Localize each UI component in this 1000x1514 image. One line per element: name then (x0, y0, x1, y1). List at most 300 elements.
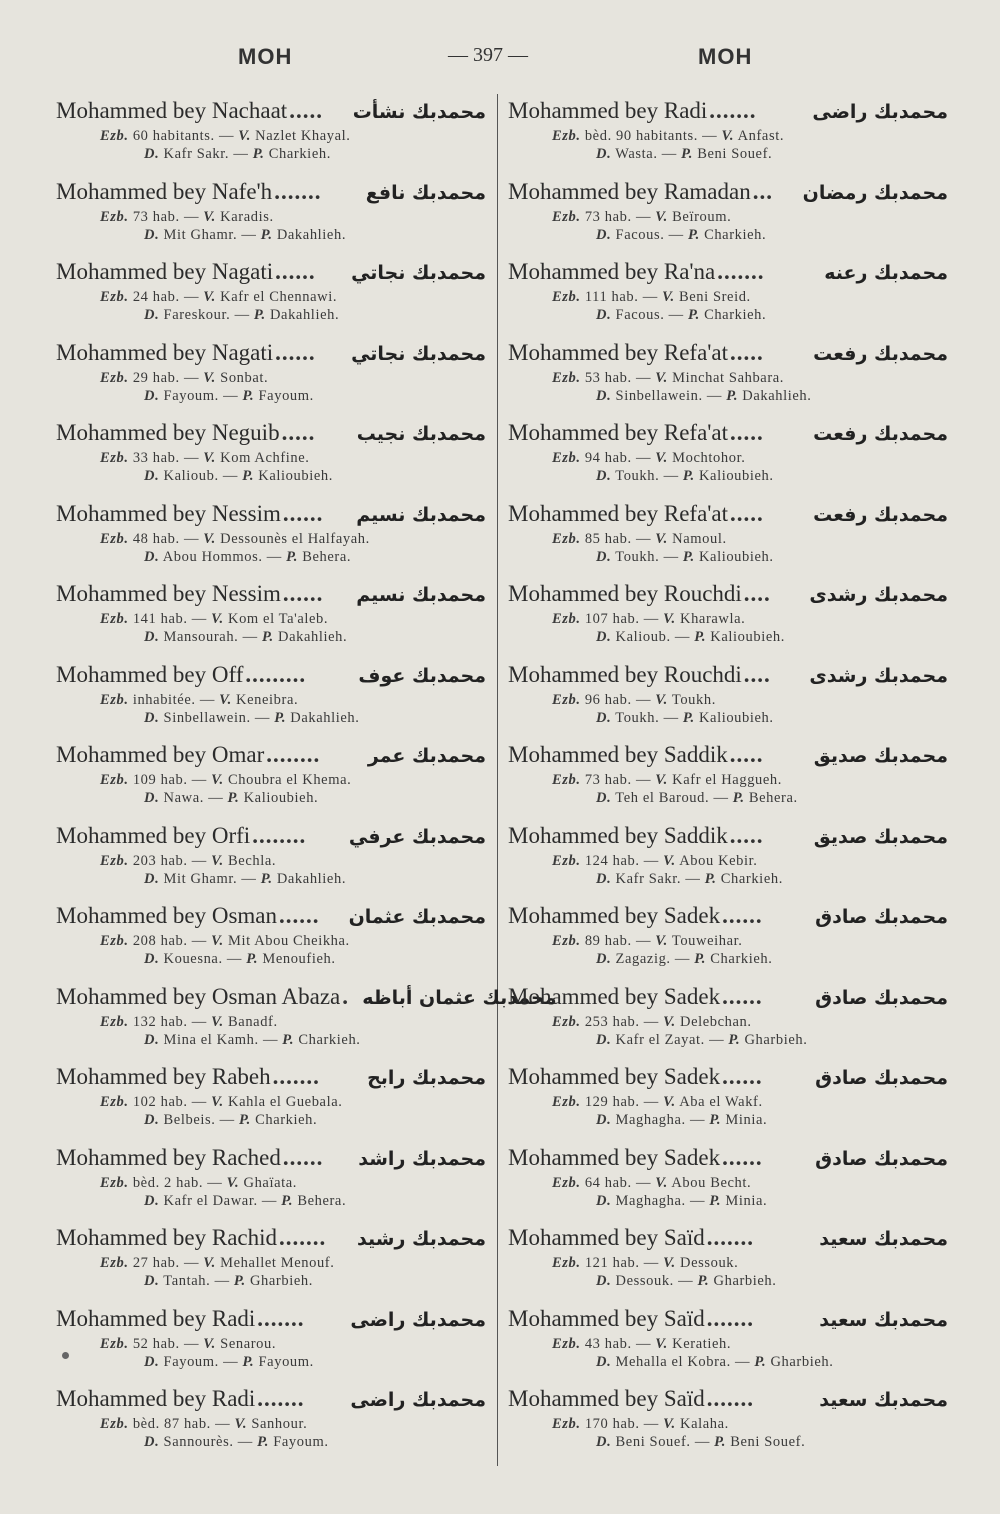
ezb-value: 109 hab. (132, 772, 188, 788)
entry-detail-line-2 (508, 950, 948, 968)
village-label: V. (655, 1335, 668, 1352)
separator: — (681, 870, 705, 887)
entry-detail-line-2 (56, 709, 486, 727)
ezb-label: Ezb. (100, 1094, 129, 1110)
entry-name: Mohammed bey Rached (56, 1144, 281, 1170)
leader-dots: ...... (275, 259, 316, 284)
province-label: P. (239, 1112, 251, 1128)
district-value: Maghagha. (615, 1192, 686, 1209)
village-value: Choubra el Khema. (228, 772, 352, 788)
village-value: Keratieh. (672, 1335, 732, 1352)
leader-dots: ..... (730, 339, 764, 365)
entry-detail-line-1 (56, 127, 486, 145)
entry-detail-line-2 (508, 789, 948, 807)
district-value: Mehalla el Kobra. (615, 1353, 731, 1370)
village-value: Abou Becht. (671, 1174, 752, 1191)
district-value: Kafr Sakr. (615, 870, 682, 887)
entry-arabic-name: محمدبك راضى (812, 101, 948, 123)
village-value: Mochtohor. (672, 450, 746, 466)
directory-entry (508, 658, 948, 739)
village-value: Minchat Sahbara. (672, 369, 785, 386)
district-label: D. (596, 1434, 612, 1450)
entry-name: Mohammed bey Omar (56, 742, 265, 767)
directory-entry (56, 1141, 486, 1222)
district-label: D. (144, 146, 160, 162)
province-value: Charkieh. (720, 870, 783, 887)
ezb-value: 52 hab. (132, 1335, 180, 1352)
entry-detail-line-1 (508, 208, 948, 226)
leader-dots: ...... (722, 1144, 763, 1170)
province-value: Kalioubieh. (698, 468, 774, 484)
directory-entry (56, 899, 486, 980)
entry-arabic-name: محمدبك نسيم (356, 503, 486, 526)
entry-name: Mohammed bey Ra'na (508, 259, 716, 284)
district-label: D. (596, 548, 612, 565)
district-label: D. (144, 870, 160, 887)
ezb-label: Ezb. (552, 772, 581, 788)
entry-detail-line-2 (56, 467, 486, 485)
entry-name: Mohammed bey Ramadan (508, 178, 751, 204)
directory-entry (508, 336, 948, 417)
province-label: P. (697, 1273, 710, 1289)
entry-name: Mohammed bey Osman Abaza (56, 983, 341, 1009)
leader-dots: .... (743, 581, 771, 606)
leader-dots: ....... (709, 98, 757, 123)
village-label: V. (203, 1255, 216, 1271)
leader-dots: ....... (272, 1064, 320, 1089)
village-value: Beïroum. (672, 208, 732, 225)
directory-entry (508, 1382, 948, 1463)
entry-detail-line-2 (56, 628, 486, 646)
village-value: Anfast. (737, 128, 785, 144)
directory-entry (508, 738, 948, 819)
entry-name: Mohammed bey Saïd (508, 1305, 705, 1331)
district-label: D. (596, 226, 612, 243)
ezb-label: Ezb. (552, 128, 581, 144)
separator: — (230, 307, 254, 323)
entry-detail-line-2 (56, 387, 486, 405)
separator: — (218, 387, 243, 404)
province-label: P. (242, 387, 255, 404)
village-label: V. (655, 772, 668, 788)
entry-detail-line-2 (508, 226, 948, 244)
ezb-value: 29 hab. (132, 369, 180, 386)
separator: — (179, 1255, 204, 1271)
entry-heading (508, 418, 948, 449)
village-value: Ghaïata. (243, 1174, 298, 1191)
village-label: V. (203, 530, 216, 547)
district-label: D. (144, 951, 160, 967)
entry-detail-line-1 (56, 369, 486, 387)
entry-detail-line-1 (56, 449, 486, 467)
province-label: P. (261, 629, 274, 645)
province-label: P. (682, 709, 695, 726)
province-label: P. (726, 387, 739, 404)
ezb-label: Ezb. (100, 933, 129, 949)
village-label: V. (663, 611, 676, 627)
district-label: D. (596, 1031, 612, 1048)
district-value: Kouesna. (163, 951, 223, 967)
entry-heading (508, 96, 948, 127)
directory-entry (508, 1141, 948, 1222)
province-label: P. (681, 146, 693, 162)
separator: — (187, 852, 212, 869)
village-label: V. (211, 1013, 224, 1030)
entry-detail-line-2 (508, 548, 948, 566)
leader-dots: ....... (279, 1225, 327, 1250)
province-value: Charkieh. (255, 1112, 318, 1128)
province-value: Kalioubieh. (258, 468, 333, 484)
entry-name: Mohammed bey Nagati (56, 259, 274, 284)
entry-detail-line-2 (56, 306, 486, 324)
entry-detail-line-1 (56, 771, 486, 789)
village-label: V. (211, 1094, 224, 1110)
ezb-label: Ezb. (100, 1416, 129, 1432)
ezb-label: Ezb. (100, 208, 129, 225)
separator: — (659, 548, 683, 565)
ezb-label: Ezb. (552, 1013, 581, 1030)
district-label: D. (144, 387, 160, 404)
directory-entry (56, 980, 557, 1061)
village-value: Toukh. (671, 691, 716, 708)
province-label: P. (257, 1434, 269, 1450)
separator: — (262, 548, 287, 565)
province-value: Dakahlieh. (290, 709, 360, 726)
district-label: D. (144, 1031, 160, 1048)
entry-name: Mohammed bey Saddik (508, 742, 728, 767)
entry-arabic-name: محمدبك رفعت (813, 423, 948, 445)
separator: — (631, 772, 656, 788)
entry-arabic-name: محمدبك صديق (813, 745, 948, 767)
separator: — (179, 369, 204, 386)
province-label: P. (688, 307, 700, 323)
village-value: Sonbat. (220, 369, 269, 386)
province-value: Charkieh. (704, 226, 767, 243)
directory-entry (56, 175, 486, 256)
province-value: Behera. (302, 548, 352, 565)
separator: — (639, 1255, 664, 1271)
separator: — (250, 709, 275, 726)
separator: — (258, 1031, 283, 1048)
directory-entry (508, 1221, 948, 1302)
village-label: V. (203, 1335, 216, 1352)
district-label: D. (144, 307, 160, 323)
province-label: P. (714, 1434, 726, 1450)
entry-name: Mohammed bey Radi (56, 1386, 256, 1411)
entry-arabic-name: محمدبك رعنه (824, 262, 948, 284)
entry-name: Mohammed bey Sadek (508, 903, 721, 928)
entry-arabic-name: محمدبك صادق (815, 1147, 948, 1170)
ezb-value: 141 hab. (132, 611, 188, 627)
district-value: Tantah. (163, 1273, 211, 1289)
entry-arabic-name: محمدبك رابح (367, 1067, 486, 1089)
ezb-value: bèd. 2 hab. (132, 1174, 204, 1191)
entry-detail-line-1 (508, 369, 948, 387)
ezb-value: 89 hab. (584, 933, 632, 949)
entry-name: Mohammed bey Off (56, 661, 244, 687)
entry-detail-line-2 (56, 1192, 486, 1210)
ezb-label: Ezb. (552, 530, 581, 547)
entry-detail-line-1 (56, 530, 486, 548)
leader-dots: ....... (274, 178, 322, 204)
separator: — (631, 450, 656, 466)
entry-detail-line-2 (508, 306, 948, 324)
entry-detail-line-2 (508, 1192, 948, 1210)
leader-dots: ..... (729, 822, 764, 848)
entry-arabic-name: محمدبك سعيد (819, 1228, 948, 1250)
ezb-value: 253 hab. (584, 1013, 640, 1030)
directory-entry (56, 658, 486, 739)
separator: — (218, 1353, 243, 1370)
separator: — (631, 933, 656, 949)
separator: — (631, 1174, 656, 1191)
ezb-label: Ezb. (100, 450, 129, 466)
province-value: Fayoum. (258, 387, 314, 404)
district-value: Kafr Sakr. (163, 146, 230, 162)
entry-arabic-name: محمدبك صديق (813, 825, 948, 848)
village-label: V. (663, 1416, 676, 1432)
village-value: Kom el Ta'aleb. (228, 611, 329, 627)
separator: — (218, 468, 243, 484)
province-label: P. (242, 468, 255, 484)
entry-arabic-name: محمدبك رمضان (802, 181, 948, 204)
entry-arabic-name: محمدبك عرفي (348, 825, 486, 848)
district-label: D. (144, 1434, 160, 1450)
entry-heading (56, 499, 486, 530)
directory-entry (56, 1302, 486, 1383)
leader-dots: ...... (722, 983, 763, 1009)
entry-detail-line-1 (508, 1174, 948, 1192)
entry-detail-line-1 (508, 771, 948, 789)
separator: — (697, 128, 722, 144)
entry-detail-line-2 (56, 1433, 486, 1451)
district-label: D. (596, 790, 612, 806)
separator: — (195, 691, 220, 708)
separator: — (670, 951, 695, 967)
entry-detail-line-1 (56, 1415, 486, 1433)
separator: — (638, 289, 663, 305)
ezb-label: Ezb. (100, 1013, 129, 1030)
directory-entry (508, 416, 948, 497)
district-value: Maghagha. (615, 1112, 686, 1128)
entry-name: Mohammed bey Nessim (56, 500, 281, 526)
province-label: P. (260, 870, 273, 887)
entry-detail-line-2 (508, 709, 948, 727)
district-value: Belbeis. (163, 1112, 216, 1128)
district-label: D. (596, 1112, 612, 1128)
entry-detail-line-2 (508, 1031, 948, 1049)
entry-heading (56, 96, 486, 127)
entry-detail-line-2 (508, 628, 948, 646)
leader-dots: ...... (282, 1144, 324, 1170)
district-value: Sinbellawein. (615, 387, 703, 404)
entry-name: Mohammed bey Radi (508, 98, 708, 123)
entry-detail-line-2 (56, 1031, 486, 1049)
district-label: D. (144, 709, 160, 726)
entry-arabic-name: محمدبك نشأت (352, 101, 486, 123)
entry-arabic-name: محمدبك نجيب (356, 423, 486, 445)
directory-entry (56, 497, 486, 578)
district-label: D. (144, 629, 160, 645)
leader-dots: ..... (281, 420, 316, 445)
leader-dots: ........ (252, 822, 307, 848)
ezb-label: Ezb. (552, 1094, 581, 1110)
separator: — (257, 1192, 282, 1209)
village-value: Kharawla. (680, 611, 746, 627)
ezb-value: 129 hab. (584, 1094, 640, 1110)
separator: — (215, 1112, 240, 1128)
province-label: P. (728, 1031, 741, 1048)
entry-arabic-name: محمدبك نسيم (356, 584, 486, 606)
village-value: Abou Kebir. (679, 852, 758, 869)
entry-heading (508, 1384, 948, 1415)
ezb-label: Ezb. (552, 289, 581, 305)
village-value: Kahla el Guebala. (228, 1094, 343, 1110)
ezb-value: 73 hab. (584, 208, 632, 225)
separator: — (210, 1273, 234, 1289)
leader-dots: ....... (706, 1386, 754, 1411)
province-value: Behera. (748, 790, 798, 806)
leader-dots: ....... (706, 1305, 754, 1331)
district-value: Beni Souef. (615, 1434, 691, 1450)
separator: — (187, 611, 212, 627)
district-label: D. (144, 468, 160, 484)
district-label: D. (144, 226, 160, 243)
province-value: Fayoum. (273, 1434, 329, 1450)
province-value: Gharbieh. (744, 1031, 808, 1048)
ezb-value: 102 hab. (132, 1094, 188, 1110)
district-value: Toukh. (615, 548, 660, 565)
separator: — (664, 226, 688, 243)
village-value: Bechla. (228, 852, 277, 869)
province-label: P. (694, 629, 707, 645)
entry-heading (56, 177, 486, 208)
entry-heading (56, 740, 486, 771)
entry-arabic-name: محمدبك راضى (350, 1389, 486, 1411)
entry-detail-line-1 (56, 288, 486, 306)
district-label: D. (596, 629, 612, 645)
district-label: D. (144, 548, 160, 565)
district-value: Kalioub. (615, 629, 671, 645)
entry-detail-line-1 (56, 610, 486, 628)
entry-detail-line-2 (508, 1353, 948, 1371)
district-value: Fayoum. (163, 1353, 219, 1370)
village-label: V. (655, 691, 668, 708)
ezb-label: Ezb. (552, 852, 581, 869)
entry-heading (508, 1223, 948, 1254)
entry-heading (508, 499, 948, 530)
directory-entry (56, 416, 486, 497)
separator: — (702, 387, 727, 404)
ezb-label: Ezb. (100, 530, 129, 547)
province-label: P. (274, 709, 287, 726)
ezb-value: 27 hab. (132, 1255, 180, 1271)
district-value: Fareskour. (163, 307, 231, 323)
ezb-label: Ezb. (552, 1416, 581, 1432)
entry-arabic-name: محمدبك نجاتي (351, 342, 486, 365)
province-label: P. (253, 307, 266, 323)
province-value: Charkieh. (268, 146, 331, 162)
district-value: Kalioub. (163, 468, 219, 484)
entry-heading (508, 740, 948, 771)
entry-detail-line-2 (56, 1272, 486, 1290)
village-label: V. (655, 1174, 668, 1191)
district-label: D. (596, 709, 612, 726)
separator: — (709, 790, 733, 806)
ezb-label: Ezb. (552, 450, 581, 466)
province-label: P. (286, 548, 298, 565)
separator: — (187, 933, 212, 949)
province-label: P. (227, 790, 240, 806)
entry-detail-line-2 (56, 548, 486, 566)
village-label: V. (663, 1013, 676, 1030)
separator: — (673, 1273, 698, 1289)
entry-detail-line-2 (56, 870, 486, 888)
ezb-label: Ezb. (100, 1255, 129, 1271)
separator: — (214, 128, 239, 144)
separator: — (222, 951, 247, 967)
province-value: Minia. (725, 1192, 768, 1209)
province-label: P. (704, 870, 717, 887)
entry-heading (56, 982, 557, 1013)
ezb-value: 48 hab. (132, 530, 180, 547)
entry-arabic-name: محمدبك صادق (815, 986, 948, 1009)
province-label: P. (242, 1353, 255, 1370)
province-label: P. (281, 1192, 294, 1209)
province-label: P. (694, 951, 707, 967)
entry-detail-line-1 (56, 852, 486, 870)
separator: — (659, 709, 683, 726)
leader-dots: ..... (730, 420, 764, 445)
separator: — (639, 611, 664, 627)
ezb-label: Ezb. (552, 1174, 581, 1191)
district-label: D. (596, 870, 612, 887)
district-value: Toukh. (615, 709, 660, 726)
district-value: Abou Hommos. (162, 548, 263, 565)
province-label: P. (282, 1031, 295, 1048)
village-value: Keneibra. (236, 691, 299, 708)
directory-entry (56, 1382, 486, 1463)
entry-detail-line-2 (56, 145, 486, 163)
running-head-left: MOH (238, 44, 293, 69)
separator: — (657, 146, 682, 162)
directory-entry (508, 819, 948, 900)
leader-dots: ..... (730, 500, 764, 526)
entry-arabic-name: محمدبك راضى (350, 1308, 486, 1331)
entry-arabic-name: محمدبك رفعت (813, 503, 948, 526)
ezb-value: 170 hab. (584, 1416, 640, 1432)
entry-detail-line-1 (508, 449, 948, 467)
ezb-label: Ezb. (100, 289, 129, 305)
separator: — (237, 870, 261, 887)
ezb-value: 111 hab. (584, 289, 639, 305)
entry-detail-line-1 (508, 1254, 948, 1272)
entry-heading (508, 579, 948, 610)
district-value: Mit Ghamr. (163, 226, 238, 243)
ezb-value: 124 hab. (584, 852, 640, 869)
village-value: Delebchan. (680, 1013, 752, 1030)
separator: — (237, 226, 261, 243)
entry-arabic-name: محمدبك رفعت (813, 342, 948, 365)
district-value: Mit Ghamr. (163, 870, 238, 887)
district-label: D. (144, 1273, 160, 1289)
entry-detail-line-2 (56, 1353, 486, 1371)
directory-entry (508, 94, 948, 175)
province-value: Kalioubieh. (243, 790, 319, 806)
ezb-label: Ezb. (552, 1335, 581, 1352)
directory-entry (508, 1302, 948, 1383)
directory-entry (508, 980, 948, 1061)
